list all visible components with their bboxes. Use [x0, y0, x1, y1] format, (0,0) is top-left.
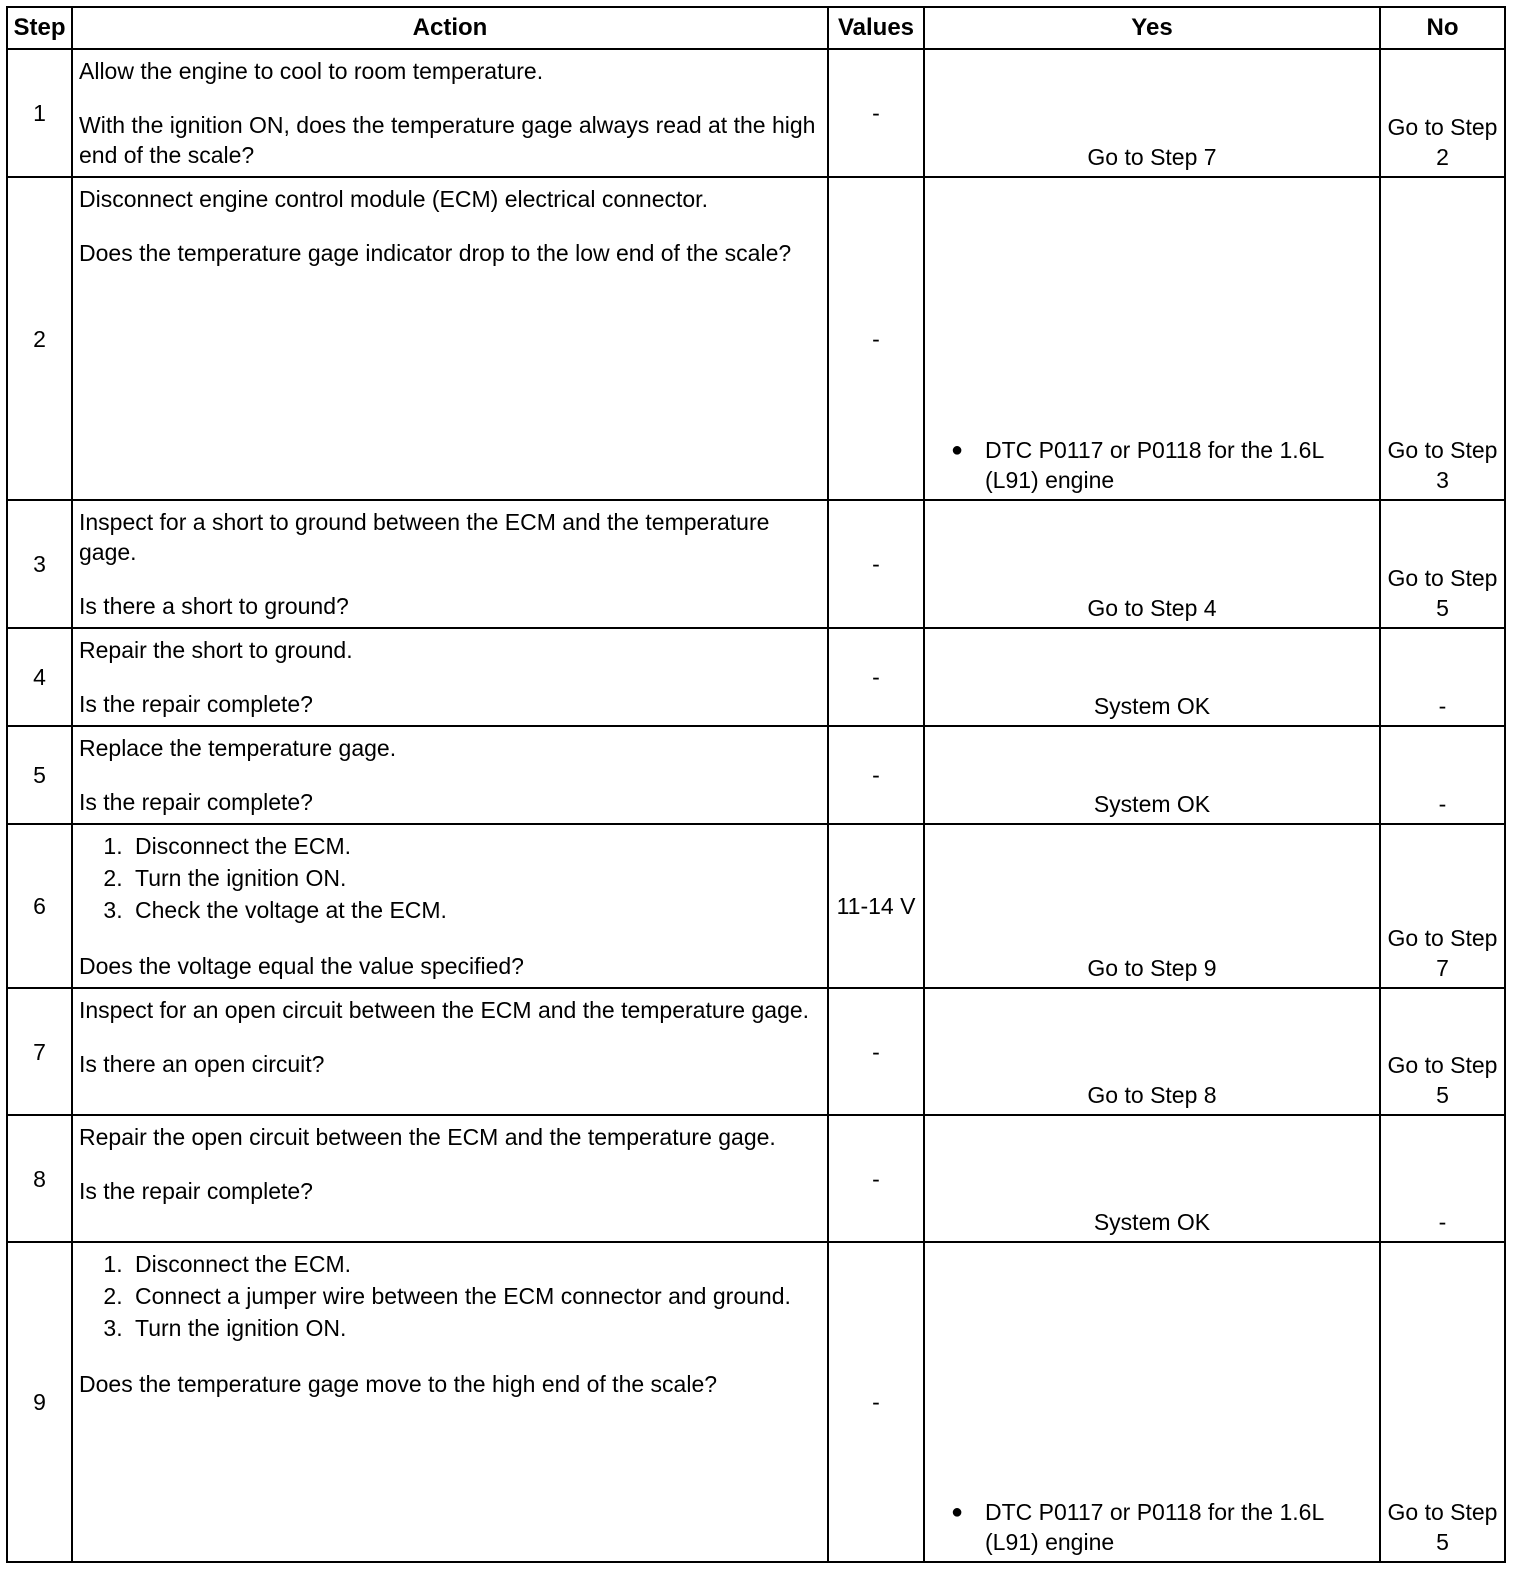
bullet-icon: ●: [951, 1501, 964, 1523]
table-row: [7, 500, 1505, 628]
header-no: No: [1380, 7, 1505, 49]
table-row: [7, 177, 1505, 500]
step-number: 4: [7, 628, 72, 726]
action-step-item: 2. Connect a jumper wire between the ECM connector and ground.: [129, 1281, 821, 1311]
yes-cell: Go to Step 7: [924, 49, 1380, 177]
values-cell: -: [828, 988, 924, 1115]
header-action: Action: [72, 7, 828, 49]
action-instruction: Disconnect engine control module (ECM) electrical connector.: [79, 186, 708, 212]
action-step-list: [79, 1249, 821, 1343]
action-instruction: Repair the short to ground.: [79, 637, 353, 663]
yes-cell: [924, 1242, 1380, 1562]
action-question: Is the repair complete?: [79, 691, 313, 717]
step-number: 6: [7, 824, 72, 988]
no-cell: Go to Step 2: [1380, 49, 1505, 177]
action-cell: [72, 988, 828, 1115]
action-question: Is the repair complete?: [79, 1178, 313, 1204]
yes-cell: Go to Step 8: [924, 988, 1380, 1115]
action-instruction: Inspect for an open circuit between the ECM and the temperature gage.: [79, 997, 810, 1023]
yes-cell: [924, 177, 1380, 500]
bullet-icon: ●: [951, 439, 964, 461]
table-row: [7, 824, 1505, 988]
action-question: Is there a short to ground?: [79, 593, 349, 619]
action-cell: [72, 49, 828, 177]
no-cell: Go to Step 3: [1380, 177, 1505, 500]
action-instruction: Inspect for a short to ground between the ECM and the temperature gage.: [79, 509, 770, 565]
action-cell: [72, 1115, 828, 1242]
values-cell: -: [828, 49, 924, 177]
action-instruction: Replace the temperature gage.: [79, 735, 397, 761]
step-number: 3: [7, 500, 72, 628]
action-step-item: 3. Turn the ignition ON.: [129, 1313, 821, 1343]
table-row: [7, 726, 1505, 824]
values-cell: -: [828, 1242, 924, 1562]
values-cell: -: [828, 500, 924, 628]
action-step-item: 1. Disconnect the ECM.: [129, 831, 821, 861]
table-row: [7, 49, 1505, 177]
no-cell: Go to Step 5: [1380, 1242, 1505, 1562]
action-step-item: 2. Turn the ignition ON.: [129, 863, 821, 893]
no-cell: Go to Step 5: [1380, 500, 1505, 628]
yes-cell: Go to Step 9: [924, 824, 1380, 988]
yes-cell: System OK: [924, 628, 1380, 726]
table-row: [7, 1242, 1505, 1562]
action-cell: [72, 177, 828, 500]
yes-cell: System OK: [924, 726, 1380, 824]
no-cell: -: [1380, 1115, 1505, 1242]
header-step: Step: [7, 7, 72, 49]
action-instruction: Allow the engine to cool to room temperature.: [79, 58, 544, 84]
step-number: 5: [7, 726, 72, 824]
step-number: 9: [7, 1242, 72, 1562]
yes-bullet-item: [925, 435, 1379, 495]
action-cell: [72, 500, 828, 628]
action-question: Is the repair complete?: [79, 789, 313, 815]
action-instruction: Repair the open circuit between the ECM and the temperature gage.: [79, 1124, 776, 1150]
yes-cell: System OK: [924, 1115, 1380, 1242]
step-number: 7: [7, 988, 72, 1115]
values-cell: -: [828, 177, 924, 500]
yes-bullet-text: DTC P0117 or P0118 for the 1.6L (L91) engine: [985, 1499, 1324, 1555]
step-number: 8: [7, 1115, 72, 1242]
action-question: Does the temperature gage indicator drop to the low end of the scale?: [79, 240, 792, 266]
step-number: 1: [7, 49, 72, 177]
action-cell: [72, 726, 828, 824]
table-row: [7, 988, 1505, 1115]
action-question: With the ignition ON, does the temperature gage always read at the high end of the scale?: [79, 112, 816, 168]
values-cell: -: [828, 628, 924, 726]
action-step-item: 1. Disconnect the ECM.: [129, 1249, 821, 1279]
yes-bullet-text: DTC P0117 or P0118 for the 1.6L (L91) engine: [985, 437, 1324, 493]
diagnostic-table: [6, 6, 1506, 1563]
table-row: [7, 1115, 1505, 1242]
no-cell: Go to Step 7: [1380, 824, 1505, 988]
header-row: [7, 7, 1505, 49]
action-step-list: [79, 831, 821, 925]
yes-bullet-item: [925, 1497, 1379, 1557]
no-cell: -: [1380, 628, 1505, 726]
action-cell: [72, 1242, 828, 1562]
header-yes: Yes: [924, 7, 1380, 49]
action-question: Does the voltage equal the value specified?: [79, 953, 524, 979]
header-values: Values: [828, 7, 924, 49]
values-cell: -: [828, 726, 924, 824]
table-row: [7, 628, 1505, 726]
values-cell: -: [828, 1115, 924, 1242]
action-question: Is there an open circuit?: [79, 1051, 325, 1077]
yes-cell: Go to Step 4: [924, 500, 1380, 628]
step-number: 2: [7, 177, 72, 500]
action-question: Does the temperature gage move to the high end of the scale?: [79, 1371, 718, 1397]
no-cell: -: [1380, 726, 1505, 824]
action-cell: [72, 824, 828, 988]
no-cell: Go to Step 5: [1380, 988, 1505, 1115]
action-cell: [72, 628, 828, 726]
action-step-item: 3. Check the voltage at the ECM.: [129, 895, 821, 925]
values-cell: 11-14 V: [828, 824, 924, 988]
